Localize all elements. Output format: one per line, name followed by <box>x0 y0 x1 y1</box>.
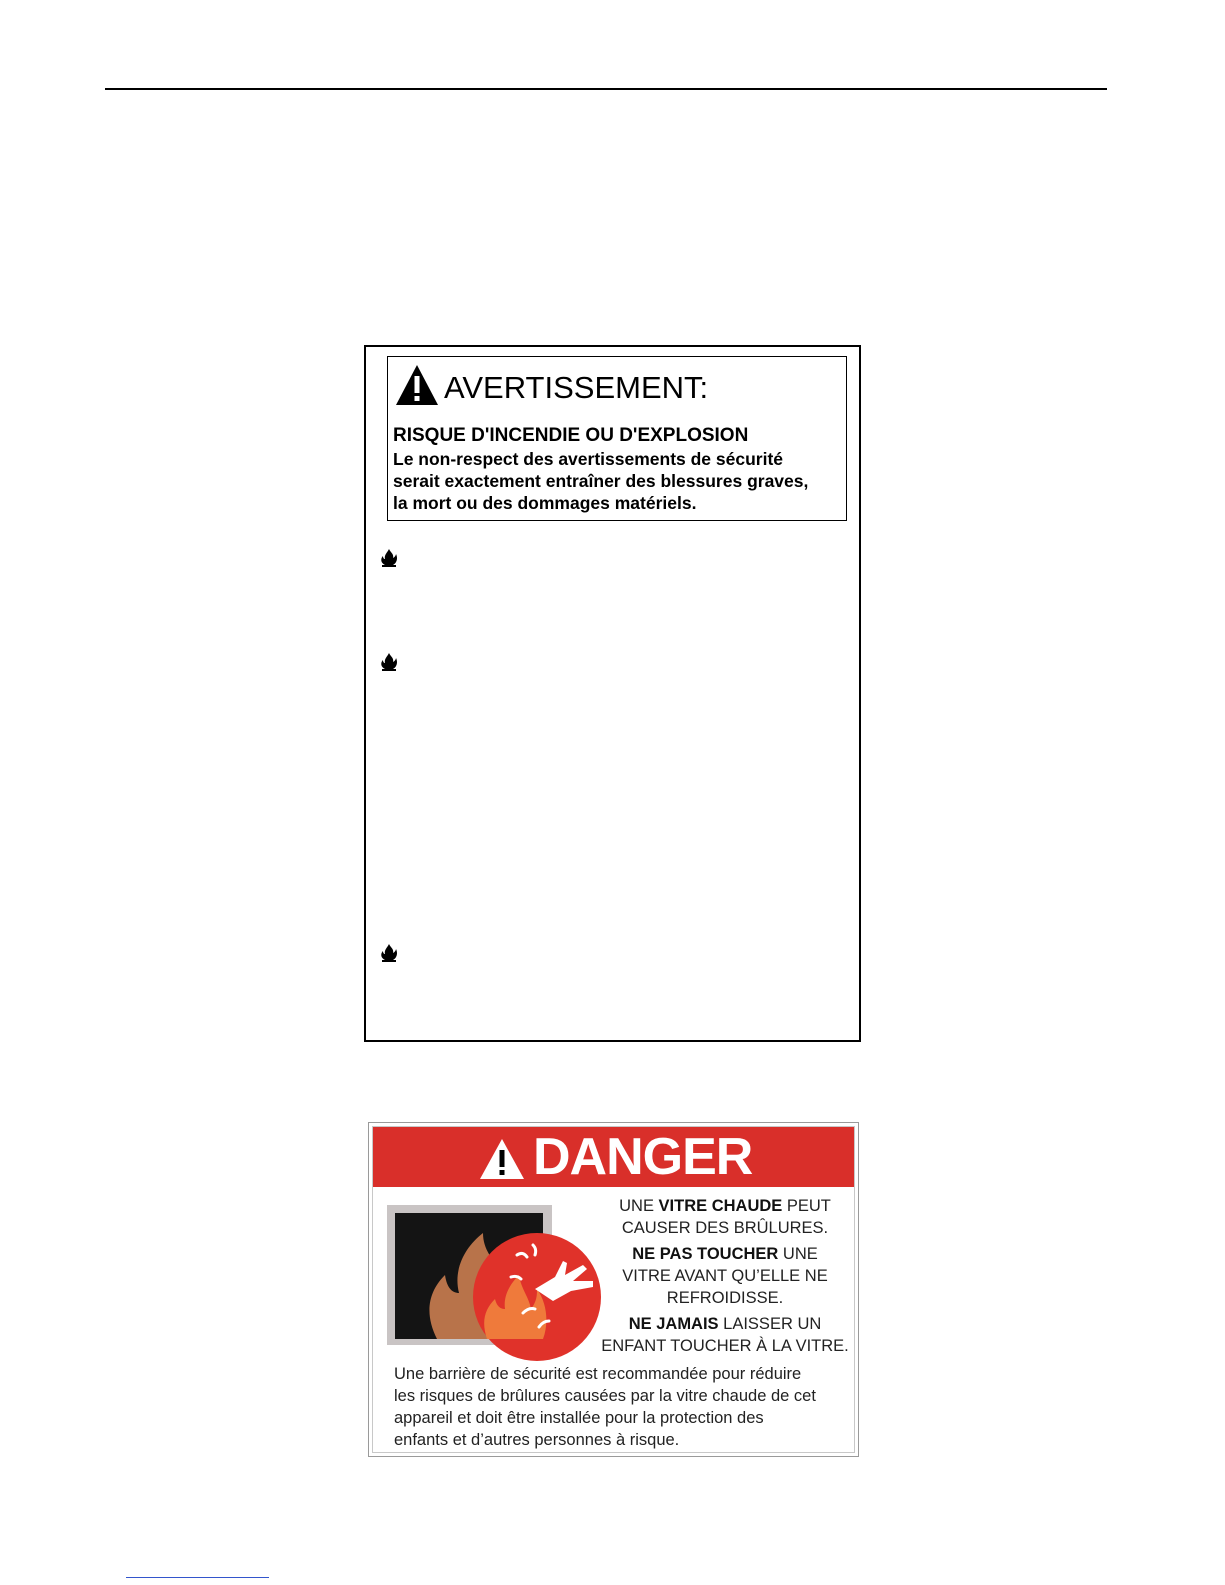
danger-note-line: enfants et d’autres personnes à risque. <box>394 1431 680 1449</box>
footer-link-rule <box>126 1577 269 1578</box>
warning-title: AVERTISSEMENT: <box>444 370 709 405</box>
header-rule <box>105 88 1107 90</box>
danger-line: NE PAS TOUCHER UNE <box>632 1245 818 1263</box>
hot-glass-hand-icon <box>387 1197 617 1362</box>
warning-triangle-icon <box>479 1138 525 1180</box>
danger-title: DANGER <box>533 1128 753 1186</box>
warning-line: serait exactement entraîner des blessures graves, <box>393 471 809 491</box>
danger-line: REFROIDISSE. <box>666 1289 784 1307</box>
warning-subtitle: RISQUE D'INCENDIE OU D'EXPLOSION <box>393 425 749 446</box>
warning-triangle-icon <box>395 364 439 406</box>
danger-note-line: appareil et doit être installée pour la protection des <box>394 1409 764 1427</box>
danger-line: CAUSER DES BRÛLURES. <box>621 1219 829 1237</box>
danger-line: ENFANT TOUCHER À LA VITRE. <box>601 1337 849 1355</box>
danger-warning-lines <box>601 1195 849 1357</box>
flame-icon <box>379 652 399 672</box>
warning-text <box>393 448 841 514</box>
danger-banner <box>373 1127 854 1187</box>
danger-line: VITRE AVANT QU’ELLE NE <box>622 1267 828 1285</box>
flame-icon <box>379 548 399 568</box>
danger-label <box>368 1122 859 1457</box>
warning-header-box <box>387 356 847 521</box>
danger-note-line: Une barrière de sécurité est recommandée pour réduire <box>394 1365 802 1383</box>
warning-line: la mort ou des dommages matériels. <box>393 493 697 513</box>
danger-line: UNE VITRE CHAUDE PEUT <box>619 1197 831 1215</box>
danger-inner-frame <box>372 1126 855 1453</box>
warning-label <box>364 345 861 1042</box>
danger-note-line: les risques de brûlures causées par la vitre chaude de cet <box>394 1387 816 1405</box>
flame-icon <box>379 943 399 963</box>
danger-line: NE JAMAIS LAISSER UN <box>628 1315 822 1333</box>
warning-line: Le non-respect des avertissements de sécurité <box>393 449 784 469</box>
danger-note <box>394 1363 844 1451</box>
